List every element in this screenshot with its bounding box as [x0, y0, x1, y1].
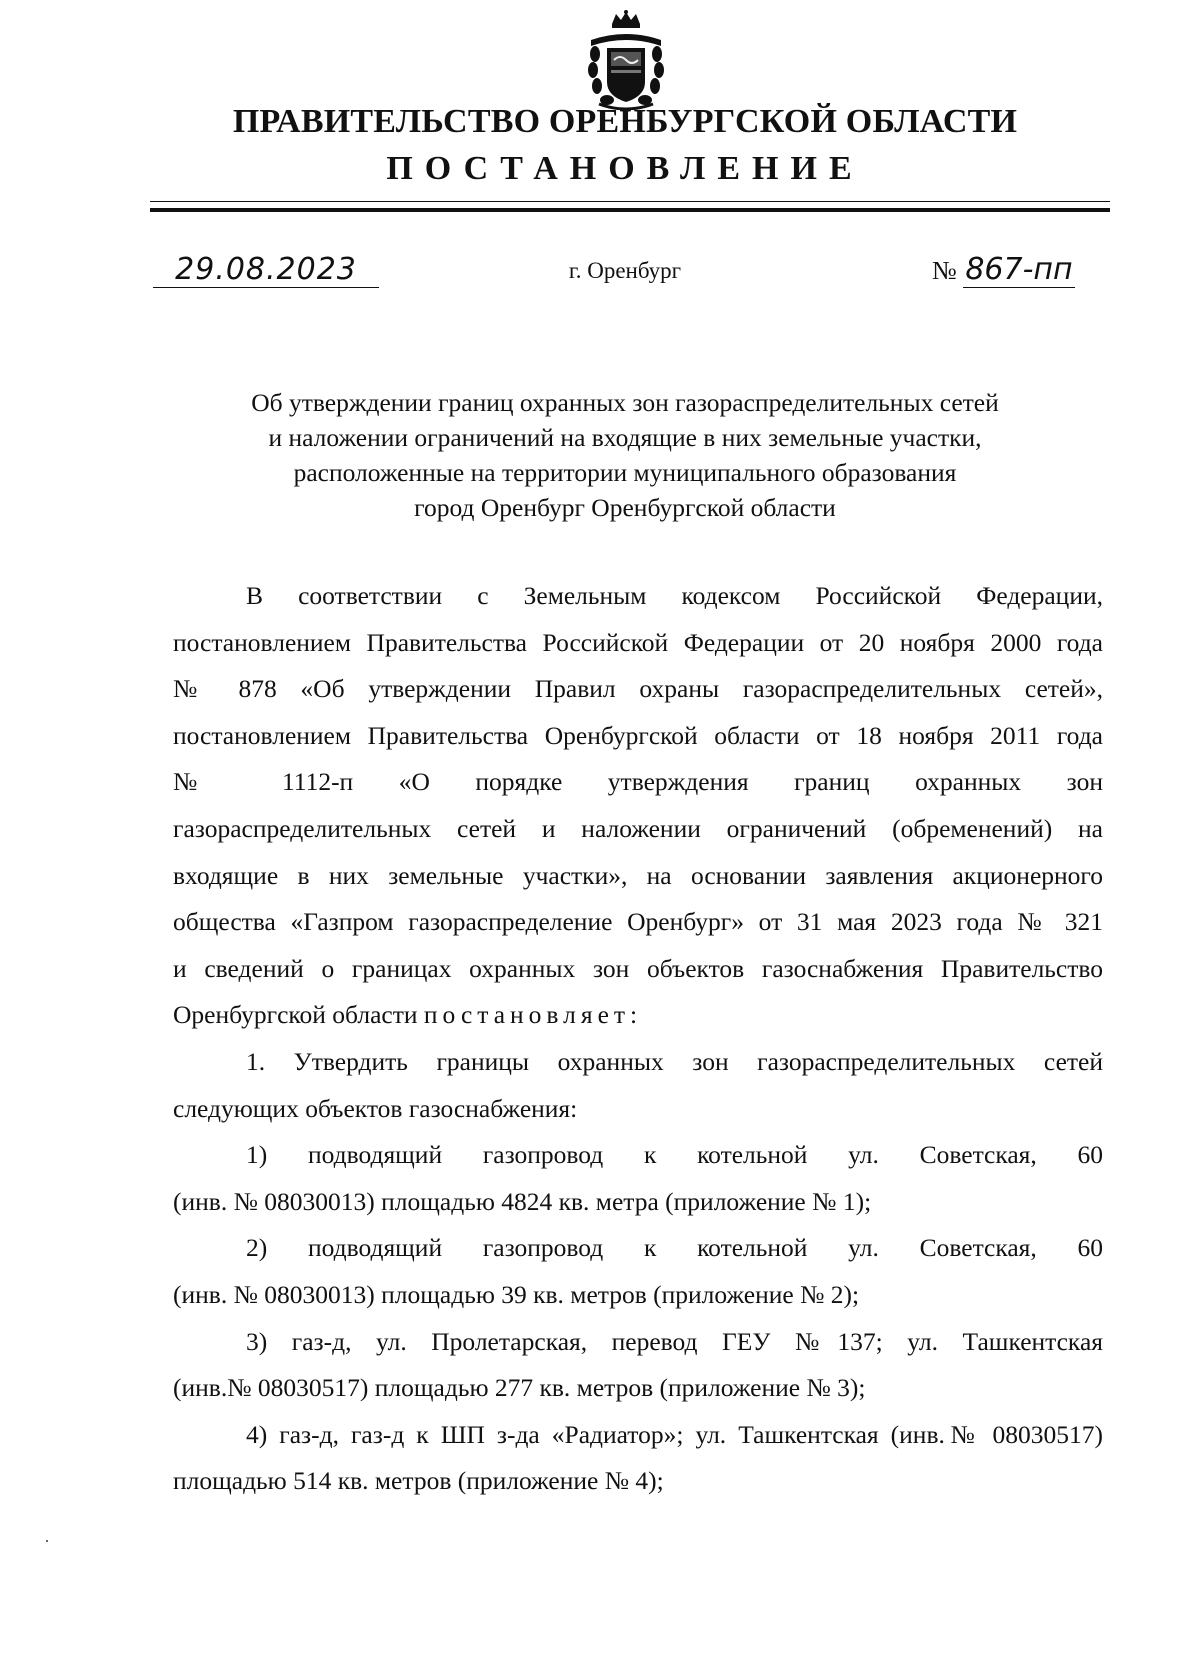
subitem-4-line: 4) газ-д, газ-д к ШП з-да «Радиатор»; ул. Ташкентская (инв.№ 08030517) [246, 1419, 1103, 1449]
decree-word: постановляет: [423, 1000, 643, 1030]
preamble-line: и сведений о границах охранных зон объектов газоснабжения Правительство [173, 953, 1103, 983]
preamble-line: входящие в них земельные участки», на основании заявления акционерного [173, 860, 1103, 890]
header-divider-thin [150, 201, 1110, 202]
preamble-line: В соответствии с Земельным кодексом Российской Федерации, [246, 581, 1103, 610]
preamble-line: № 878 «Об утверждении Правил охраны газораспределительных сетей», [173, 674, 1103, 704]
subitem-4-line: площадью 514 кв. метров (приложение № 4); [173, 1466, 664, 1496]
preamble-line: постановлением Правительства Российской Федерации от 20 ноября 2000 года [173, 627, 1103, 657]
decree-line [173, 992, 1103, 1039]
item-1-line: 1. Утвердить границы охранных зон газораспределительных сетей [246, 1046, 1103, 1076]
header-divider-thick [150, 208, 1110, 212]
number-prefix: № [932, 256, 957, 285]
document-type-heading: ПОСТАНОВЛЕНИЕ [386, 150, 864, 187]
document-city: г. Оренбург [568, 258, 682, 283]
subject-line: и наложении ограничений на входящие в них земельные участки, [268, 423, 982, 452]
subitem-3-line: 3) газ-д, ул. Пролетарская, перевод ГЕУ №137; ул. Ташкентская [246, 1326, 1103, 1356]
preamble-line: общества «Газпром газораспределение Оренбург» от 31 мая 2023 года № 321 [173, 907, 1103, 937]
orenburg-coat-of-arms-icon [585, 10, 667, 110]
decree-intro: Оренбургской области [173, 1000, 418, 1030]
subitem-2-line: (инв. № 08030013) площадью 39 кв. метров (приложение № 2); [173, 1279, 860, 1309]
item-1-line: следующих объектов газоснабжения: [173, 1093, 578, 1123]
subitem-2-line: 2) подводящий газопровод к котельной ул. Советская, 60 [246, 1233, 1103, 1263]
subject-line: город Оренбург Оренбургской области [414, 493, 836, 522]
preamble-line: № 1112-п «О порядке утверждения границ охранных зон [173, 767, 1103, 797]
number-value: 867-пп [965, 252, 1073, 287]
preamble-line: газораспределительных сетей и наложении ограничений (обременений) на [173, 813, 1103, 843]
document-body [173, 573, 1103, 1505]
scan-speck [46, 1540, 48, 1542]
subitem-1-line: (инв. № 08030013) площадью 4824 кв. метра (приложение № 1); [173, 1186, 872, 1216]
subject-line: расположенные на территории муниципального образования [293, 458, 957, 487]
subitem-1-line: 1) подводящий газопровод к котельной ул. Советская, 60 [246, 1140, 1103, 1170]
preamble-line: постановлением Правительства Оренбургской области от 18 ноября 2011 года [173, 720, 1103, 750]
document-date: 29.08.2023 [153, 253, 379, 288]
document-number [932, 253, 1075, 288]
subitem-3-line: (инв.№ 08030517) площадью 277 кв. метров (приложение № 3); [173, 1373, 866, 1403]
government-title: ПРАВИТЕЛЬСТВО ОРЕНБУРГСКОЙ ОБЛАСТИ [232, 103, 1018, 140]
subject-line: Об утверждении границ охранных зон газораспределительных сетей [251, 388, 999, 417]
document-subject [200, 385, 1050, 525]
